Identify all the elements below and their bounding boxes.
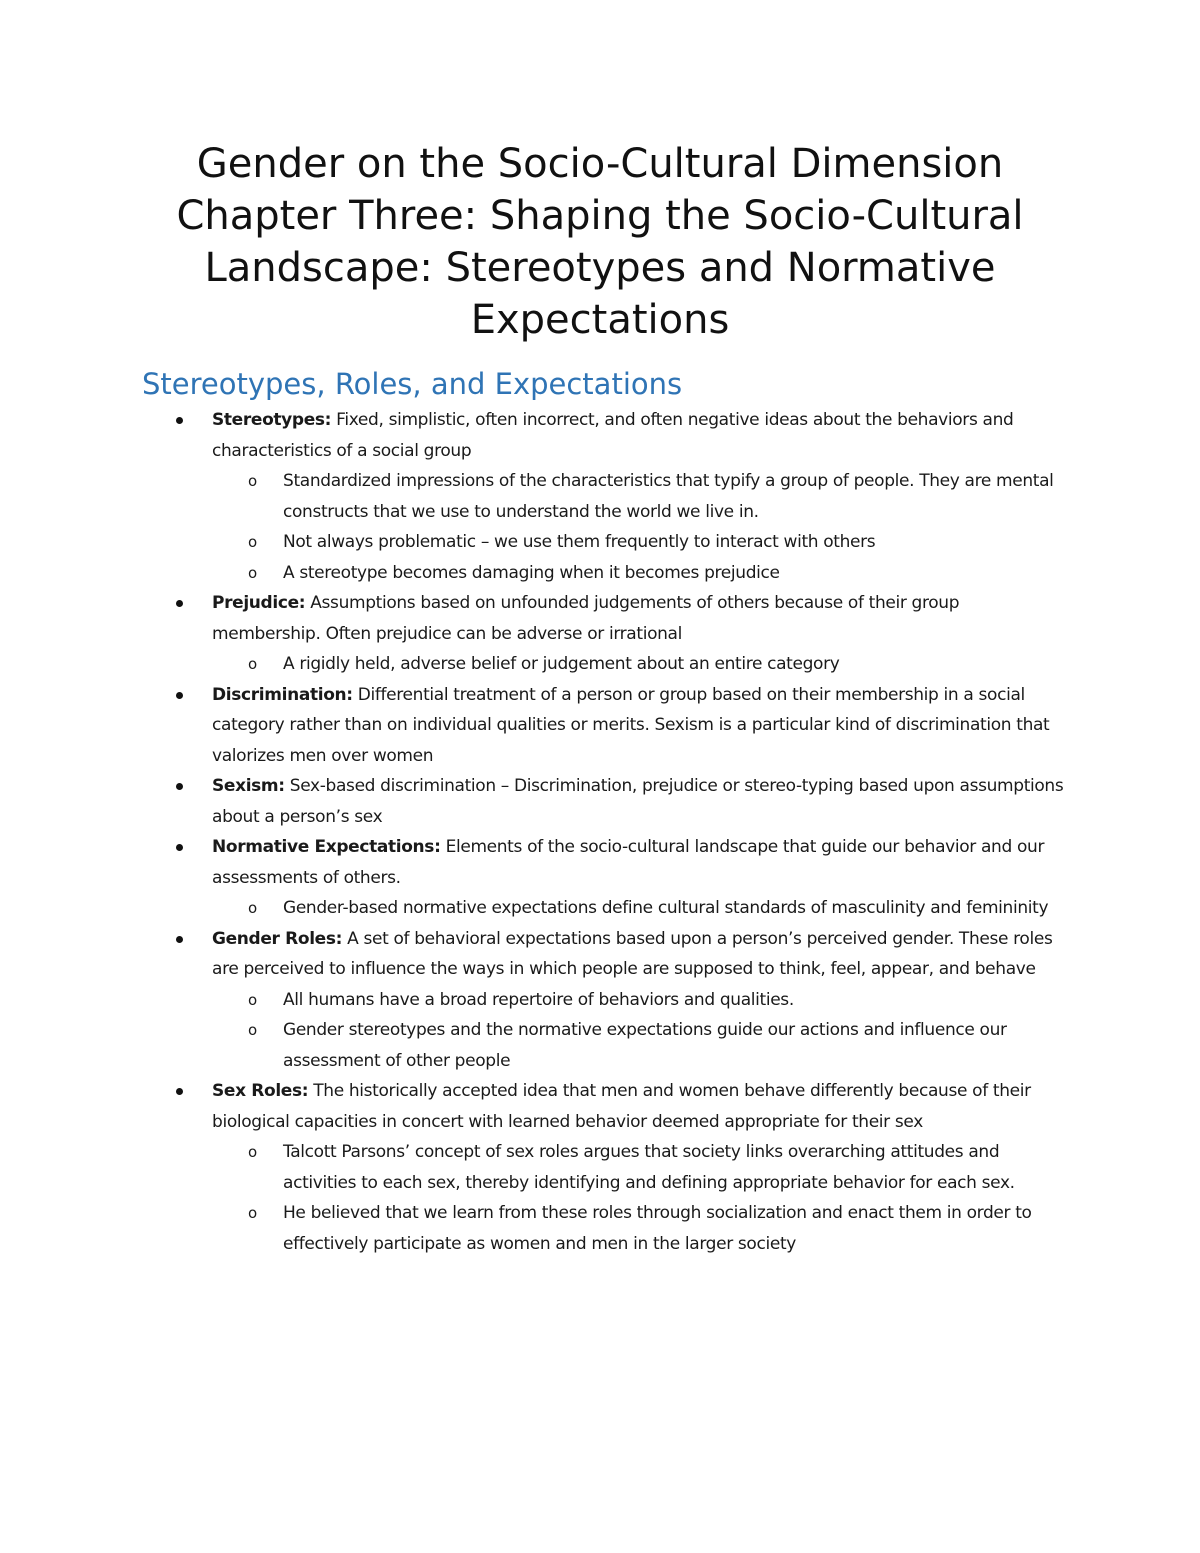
list-item-definition: Elements of the socio-cultural landscape that guide our behavior and our assessments of others. (212, 837, 1045, 888)
sub-bullet-icon: o (248, 1204, 257, 1222)
sub-list-item-text: A stereotype becomes damaging when it becomes prejudice (283, 562, 780, 583)
bullet-icon (176, 692, 183, 699)
sub-list (212, 1137, 1072, 1259)
list-item (0, 588, 1072, 680)
sub-bullet-icon: o (248, 472, 257, 490)
list-item-definition: Assumptions based on unfounded judgements of others because of their group membership. Often prejudice can be adverse or irrational (212, 593, 960, 644)
sub-list-item-text: Not always problematic – we use them frequently to interact with others (283, 532, 876, 552)
sub-bullet-icon: o (248, 655, 257, 673)
sub-list-item (248, 649, 1073, 680)
bullet-icon (176, 844, 183, 851)
list-item (0, 771, 1072, 832)
sub-bullet-icon: o (248, 1143, 257, 1161)
sub-list-item (248, 893, 1073, 924)
sub-list (212, 466, 1072, 588)
sub-list-item (248, 1198, 1073, 1259)
document-title (150, 138, 1050, 346)
sub-list-item-text: Gender-based normative expectations define cultural standards of masculinity and femininity (283, 898, 1049, 918)
sub-bullet-icon: o (248, 563, 257, 582)
sub-list-item (248, 527, 1073, 558)
bullet-icon (176, 936, 183, 943)
title-line: Expectations (470, 297, 730, 343)
sub-list-item (248, 466, 1073, 527)
list-item-definition: Differential treatment of a person or group based on their membership in a social category rather than on individual qualities or merits. Sexism is a particular kind of discrimination that valorizes men over women (212, 684, 1050, 766)
bullet-icon (176, 1088, 183, 1095)
sub-bullet-icon: o (248, 990, 257, 1009)
title-line: Landscape: Stereotypes and Normative (204, 245, 996, 291)
list-item-term: Discrimination: (212, 684, 353, 705)
sub-list-item (248, 1015, 1073, 1076)
list-item-term: Sexism: (212, 776, 285, 796)
sub-list-item-text: Gender stereotypes and the normative expectations guide our actions and influence our assessment of other people (283, 1020, 1007, 1071)
list-item (0, 1076, 1072, 1259)
sub-bullet-icon: o (248, 899, 257, 917)
title-line: Gender on the Socio-Cultural Dimension (196, 141, 1004, 187)
sub-list-item-text: Talcott Parsons’ concept of sex roles argues that society links overarching attitudes and activities to each sex, thereby identifying and defining appropriate behavior for each sex. (283, 1142, 1015, 1193)
bullet-icon (176, 600, 183, 607)
list-item (0, 405, 1072, 588)
list-item-term: Gender Roles: (212, 928, 343, 949)
sub-list-item-text: Standardized impressions of the characteristics that typify a group of people. They are mental constructs that we use to understand the world we live in. (283, 471, 1054, 522)
title-line: Chapter Three: Shaping the Socio-Cultural (176, 193, 1024, 239)
list-item (0, 924, 1072, 1077)
list-item-term: Normative Expectations: (212, 837, 441, 857)
sub-bullet-icon: o (248, 533, 257, 551)
sub-list (212, 893, 1072, 924)
list-item-definition: Fixed, simplistic, often incorrect, and often negative ideas about the behaviors and characteristics of a social group (212, 410, 1014, 461)
list-item (0, 680, 1072, 772)
list-item (0, 832, 1072, 924)
list-item-term: Prejudice: (212, 593, 306, 613)
list-item-term: Stereotypes: (212, 410, 332, 430)
sub-list-item (248, 558, 1073, 589)
section-heading: Stereotypes, Roles, and Expectations (142, 367, 683, 401)
list-item-term: Sex Roles: (212, 1081, 309, 1101)
sub-list (212, 649, 1072, 680)
list-item-definition: A set of behavioral expectations based upon a person’s perceived gender. These roles are perceived to influence the ways in which people are supposed to think, feel, appear, and behave (212, 928, 1053, 979)
sub-list-item-text: A rigidly held, adverse belief or judgement about an entire category (283, 654, 840, 674)
sub-list-item (248, 1137, 1073, 1198)
sub-list-item-text: He believed that we learn from these roles through socialization and enact them in order to effectively participate as women and men in the larger society (283, 1203, 1032, 1254)
definition-list (0, 405, 1200, 1259)
bullet-icon (176, 783, 183, 790)
list-item-definition: Sex-based discrimination – Discrimination, prejudice or stereo-typing based upon assumptions about a person’s sex (212, 776, 1064, 827)
bullet-icon (176, 417, 183, 424)
sub-list-item (248, 985, 1073, 1016)
sub-bullet-icon: o (248, 1021, 257, 1039)
sub-list (212, 985, 1072, 1077)
sub-list-item-text: All humans have a broad repertoire of behaviors and qualities. (283, 989, 794, 1010)
list-item-definition: The historically accepted idea that men and women behave differently because of their biological capacities in concert with learned behavior deemed appropriate for their sex (212, 1081, 1031, 1132)
